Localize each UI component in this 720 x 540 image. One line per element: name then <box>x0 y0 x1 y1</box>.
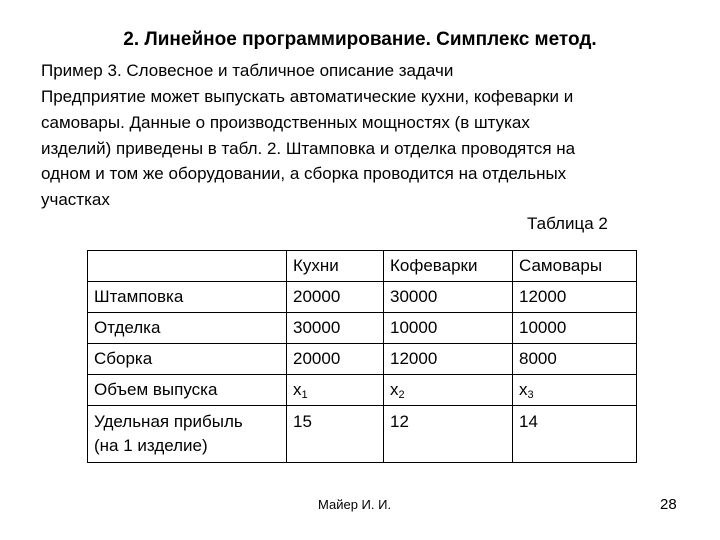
table-cell: 12 <box>384 406 513 463</box>
row-label-line: Удельная прибыль <box>94 412 243 431</box>
variable-symbol: x <box>390 379 399 399</box>
row-label: Сборка <box>88 344 287 375</box>
table-row <box>88 282 637 313</box>
table-cell: 14 <box>513 406 637 463</box>
table-row <box>88 375 637 406</box>
capacity-table <box>87 250 637 463</box>
table-cell: 12000 <box>513 282 637 313</box>
table-row <box>88 406 637 463</box>
table-cell: 10000 <box>513 313 637 344</box>
paragraph-line: изделий) приведены в табл. 2. Штамповка и отделка проводятся на <box>41 139 576 158</box>
table-row <box>88 344 637 375</box>
table-cell: 8000 <box>513 344 637 375</box>
table-header-row <box>88 251 637 282</box>
variable-subscript: 2 <box>398 388 405 401</box>
row-label <box>88 406 287 463</box>
header-cell <box>88 251 287 282</box>
variable-subscript: 1 <box>301 388 308 401</box>
row-label: Отделка <box>88 313 287 344</box>
row-label-line: (на 1 изделие) <box>94 436 208 455</box>
table-caption: Таблица 2 <box>527 214 608 233</box>
table-cell: 12000 <box>384 344 513 375</box>
table-cell: 30000 <box>384 282 513 313</box>
table-cell: 30000 <box>287 313 384 344</box>
table-cell: 20000 <box>287 282 384 313</box>
table-cell: 20000 <box>287 344 384 375</box>
table-row <box>88 313 637 344</box>
table-cell: 15 <box>287 406 384 463</box>
paragraph-line: участках <box>41 190 110 209</box>
paragraph-line: самовары. Данные о производственных мощностях (в штуках <box>41 113 530 132</box>
footer-author: Майер И. И. <box>318 497 392 512</box>
row-label: Штамповка <box>88 282 287 313</box>
row-label: Объем выпуска <box>88 375 287 406</box>
variable-symbol: x <box>293 379 302 399</box>
paragraph-line: Предприятие может выпускать автоматические кухни, кофеварки и <box>41 87 574 106</box>
slide-title: 2. Линейное программирование. Симплекс метод. <box>123 29 597 50</box>
header-cell: Кухни <box>287 251 384 282</box>
table-cell: 10000 <box>384 313 513 344</box>
page-number: 28 <box>660 496 677 513</box>
variable-symbol: x <box>519 379 528 399</box>
header-cell: Самовары <box>513 251 637 282</box>
paragraph-line: одном и том же оборудовании, а сборка проводится на отдельных <box>41 164 567 183</box>
variable-cell <box>287 375 384 406</box>
variable-subscript: 3 <box>527 388 534 401</box>
variable-cell <box>384 375 513 406</box>
variable-cell <box>513 375 637 406</box>
example-heading: Пример 3. Словесное и табличное описание задачи <box>41 61 454 80</box>
header-cell: Кофеварки <box>384 251 513 282</box>
